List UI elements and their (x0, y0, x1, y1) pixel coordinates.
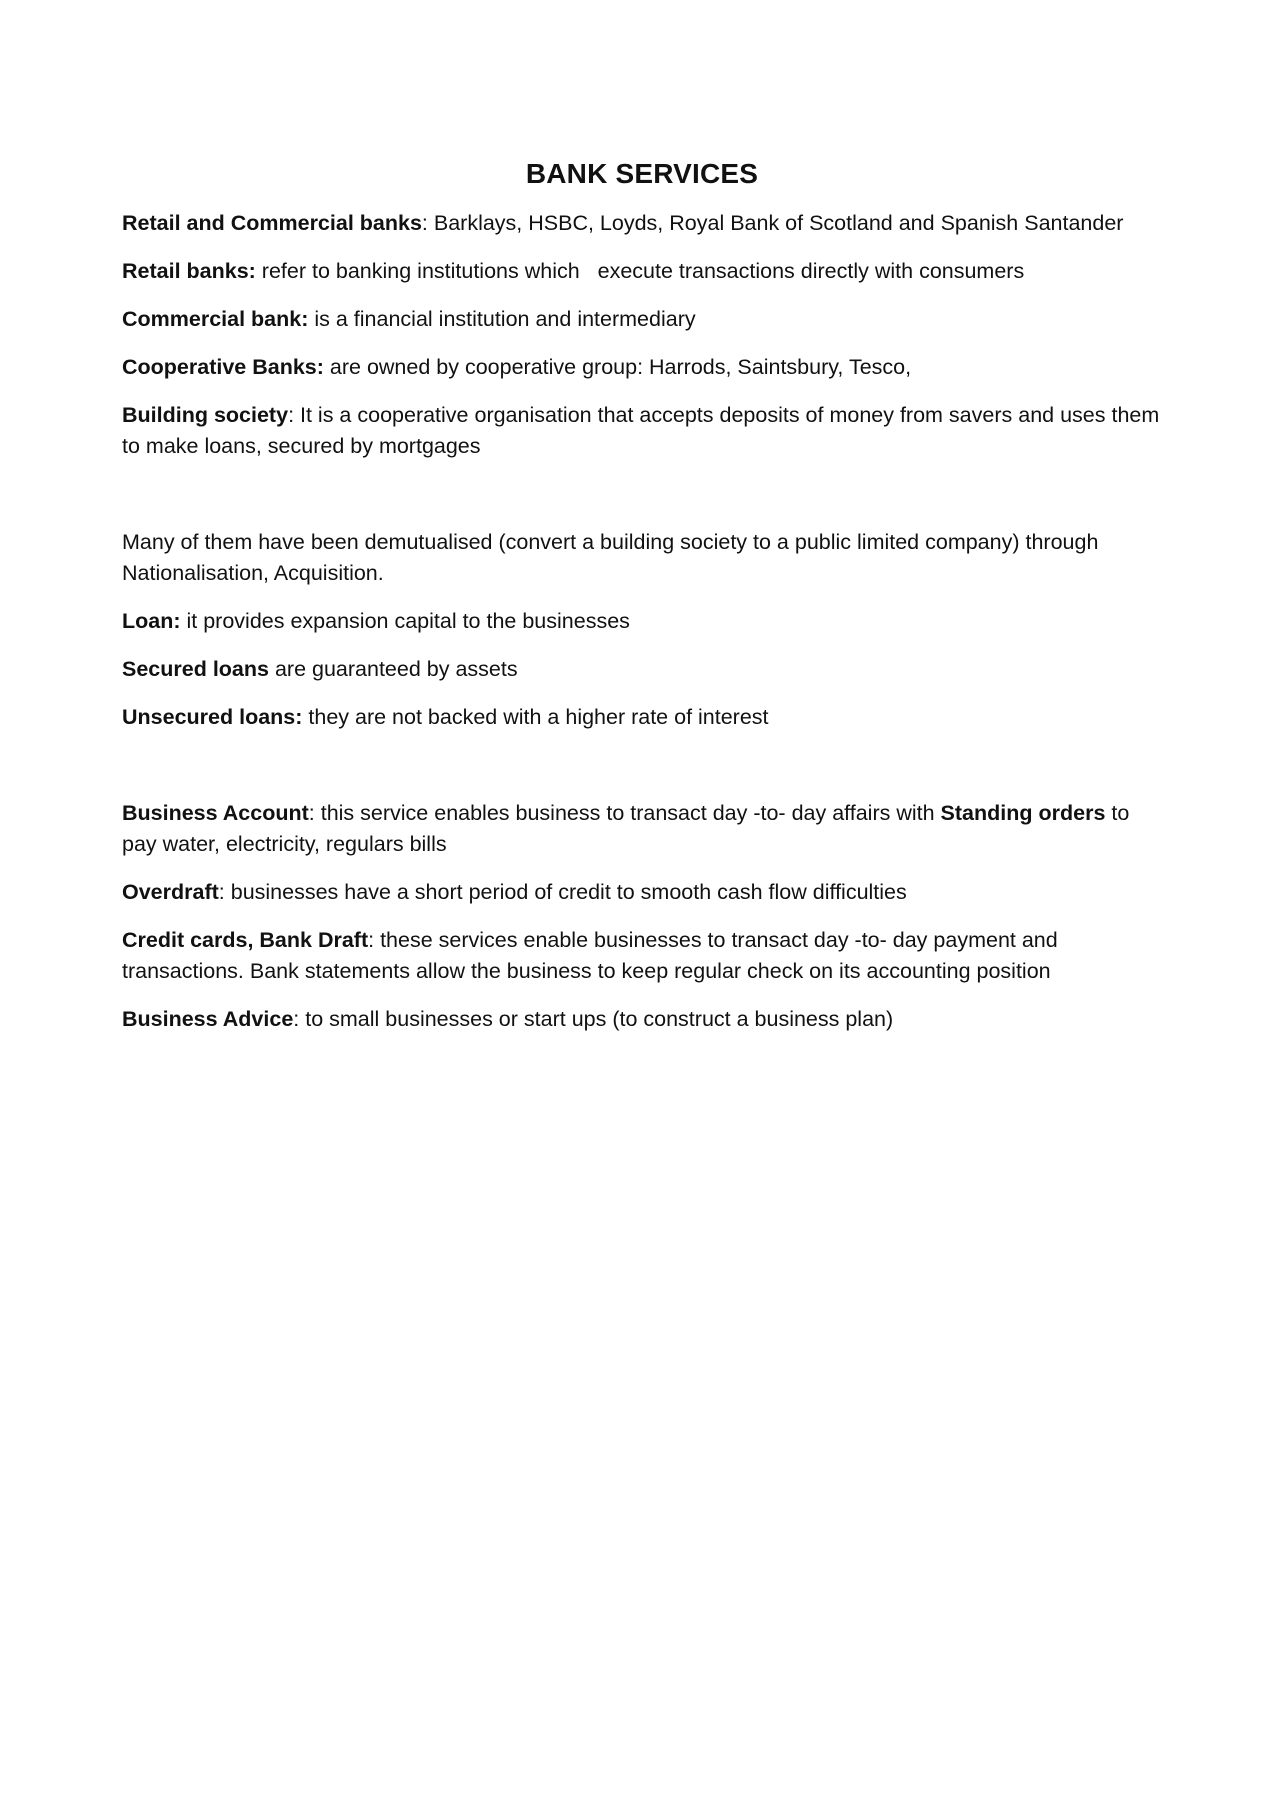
definition-text: refer to banking institutions which execute transactions directly with consumers (255, 259, 1025, 283)
definition-text: is a financial institution and intermediary (308, 307, 696, 331)
term-label: Cooperative Banks: (122, 355, 324, 379)
paragraph-business-account (122, 798, 1162, 860)
definition-text: they are not backed with a higher rate of interest (302, 705, 769, 729)
paragraph-commercial-bank (122, 304, 1162, 335)
term-label: Retail and Commercial banks (122, 211, 422, 235)
term-label: Credit cards, Bank Draft (122, 928, 369, 952)
term-label: Business Advice (122, 1007, 294, 1031)
term-label: Commercial bank: (122, 307, 309, 331)
term-label: Unsecured loans: (122, 705, 303, 729)
definition-text: : It is a cooperative organisation that accepts deposits of money from savers and uses them to make loans, secured by mortgages (122, 403, 1160, 458)
paragraph-retail-commercial-banks (122, 208, 1162, 239)
definition-text: to pay water, electricity, regulars bills (122, 801, 1130, 856)
blank-line (122, 479, 1162, 527)
term-label: Business Account (122, 801, 309, 825)
definition-text: : these services enable businesses to transact day -to- day payment and transactions. Bank statements allow the business to keep regular check on its accounting position (122, 928, 1058, 983)
definition-text: : to small businesses or start ups (to construct a business plan) (293, 1007, 894, 1031)
paragraph-credit-cards (122, 925, 1162, 987)
paragraph-demutualised (122, 527, 1162, 589)
paragraph-building-society (122, 400, 1162, 462)
paragraph-unsecured-loans (122, 702, 1162, 733)
paragraph-business-advice (122, 1004, 1162, 1035)
term-label: Overdraft (122, 880, 219, 904)
definition-text: it provides expansion capital to the businesses (180, 609, 630, 633)
term-label: Retail banks: (122, 259, 256, 283)
definition-text: : this service enables business to transact day -to- day affairs with (308, 801, 941, 825)
document-page (122, 156, 1162, 1052)
document-title: BANK SERVICES (525, 158, 759, 189)
term-label: Secured loans (122, 657, 269, 681)
term-label: Loan: (122, 609, 181, 633)
definition-text: are owned by cooperative group: Harrods, Saintsbury, Tesco, (323, 355, 912, 379)
definition-text: are guaranteed by assets (268, 657, 518, 681)
definition-text: : Barklays, HSBC, Loyds, Royal Bank of Scotland and Spanish Santander (421, 211, 1124, 235)
definition-text: : businesses have a short period of credit to smooth cash flow difficulties (218, 880, 907, 904)
paragraph-cooperative-banks (122, 352, 1162, 383)
paragraph-secured-loans (122, 654, 1162, 685)
blank-line (122, 750, 1162, 798)
paragraph-overdraft (122, 877, 1162, 908)
term-label-standing-orders: Standing orders (940, 801, 1106, 825)
term-label: Building society (122, 403, 289, 427)
paragraph-retail-banks (122, 256, 1162, 287)
body-text: Many of them have been demutualised (convert a building society to a public limited company) through Nationalisation, Acquisition. (122, 530, 1099, 585)
paragraph-loan (122, 606, 1162, 637)
